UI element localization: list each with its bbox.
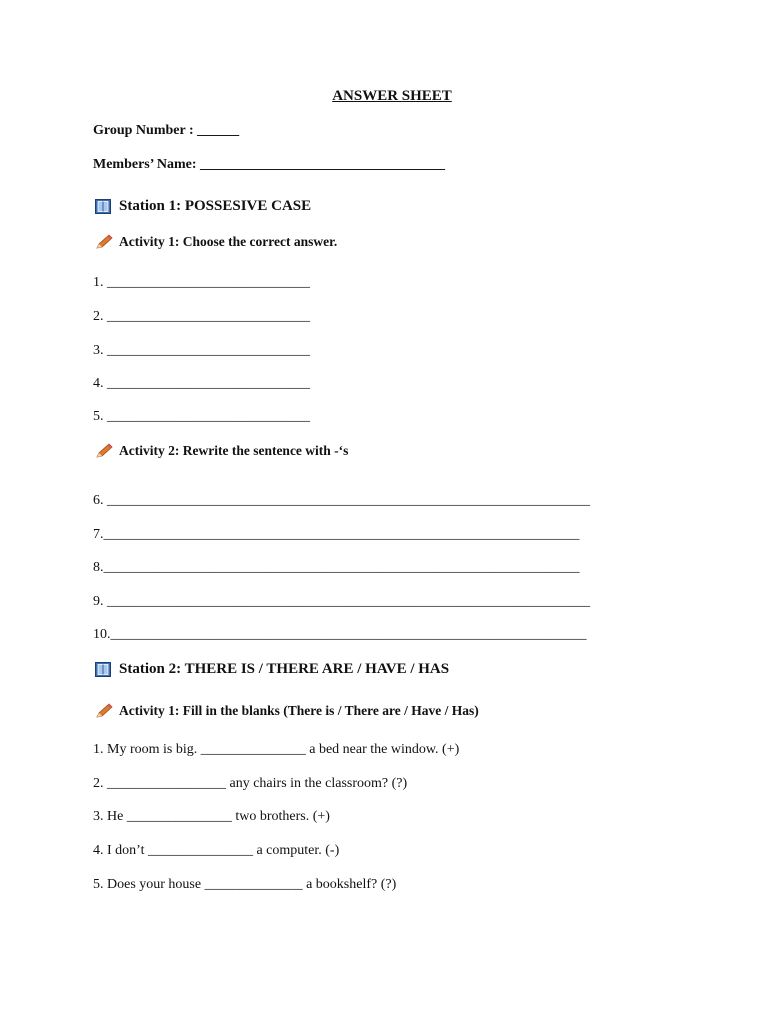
answer-line-2[interactable]: 2. _____________________________: [93, 309, 310, 324]
answer-line-10[interactable]: 10.____________________________________________________________________: [93, 627, 587, 642]
book-icon: [95, 199, 111, 214]
station-2-title: Station 2: THERE IS / THERE ARE / HAVE / HAS: [119, 661, 450, 677]
answer-line-6[interactable]: 6. _____________________________________________________________________: [93, 493, 590, 508]
station-1-title: Station 1: POSSESIVE CASE: [119, 198, 312, 214]
pencil-icon: [95, 703, 113, 719]
activity-3-title: Activity 1: Fill in the blanks (There is / There are / Have / Has): [119, 703, 479, 718]
fill-blank-2[interactable]: 2. _________________ any chairs in the classroom? (?): [93, 776, 408, 791]
fill-blank-5[interactable]: 5. Does your house ______________ a bookshelf? (?): [93, 877, 397, 892]
page-title: ANSWER SHEET: [332, 88, 452, 104]
answer-line-5[interactable]: 5. _____________________________: [93, 409, 310, 424]
fill-blank-3[interactable]: 3. He _______________ two brothers. (+): [93, 809, 330, 824]
pencil-icon: [95, 443, 113, 459]
answer-line-3[interactable]: 3. _____________________________: [93, 343, 310, 358]
activity-1-heading: [95, 234, 337, 250]
group-number-field[interactable]: Group Number : ______: [93, 123, 240, 138]
activity-2-heading: [95, 443, 348, 459]
answer-line-8[interactable]: 8.____________________________________________________________________: [93, 560, 580, 575]
answer-line-1[interactable]: 1. _____________________________: [93, 275, 310, 290]
answer-line-4[interactable]: 4. _____________________________: [93, 376, 310, 391]
fill-blank-4[interactable]: 4. I don’t _______________ a computer. (-): [93, 843, 340, 858]
members-name-field[interactable]: Members’ Name: ___________________________________: [93, 157, 446, 172]
station-2-heading: [95, 661, 449, 678]
book-icon: [95, 662, 111, 677]
activity-1-title: Activity 1: Choose the correct answer.: [119, 234, 338, 249]
station-1-heading: [95, 198, 311, 215]
answer-line-9[interactable]: 9. _____________________________________________________________________: [93, 594, 590, 609]
pencil-icon: [95, 234, 113, 250]
activity-2-title: Activity 2: Rewrite the sentence with -‘s: [119, 443, 349, 458]
answer-line-7[interactable]: 7.____________________________________________________________________: [93, 527, 580, 542]
fill-blank-1[interactable]: 1. My room is big. _______________ a bed near the window. (+): [93, 742, 460, 757]
activity-3-heading: [95, 703, 479, 719]
